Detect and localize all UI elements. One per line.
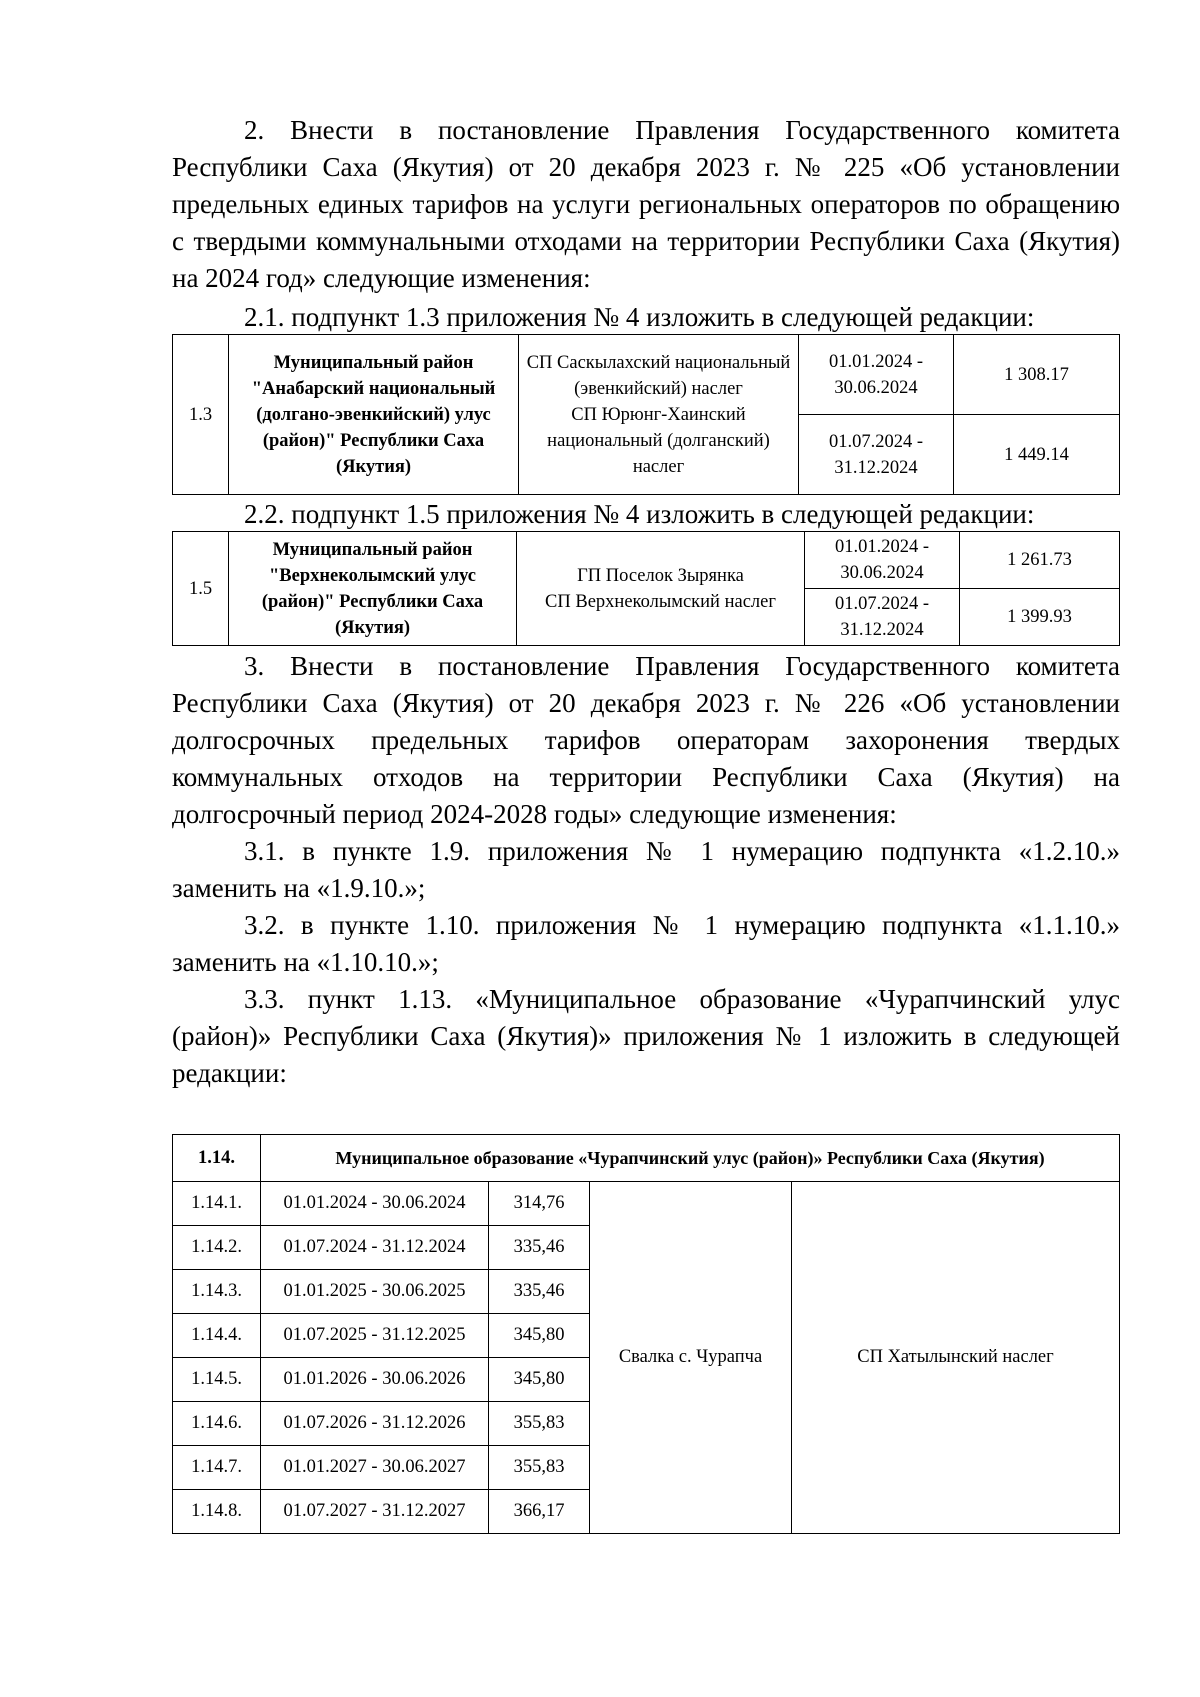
settlement-name: ГП Поселок Зырянка (577, 565, 744, 586)
table-cell-num: 1.14.2. (173, 1226, 261, 1270)
paragraph-3: 3. Внести в постановление Правления Государственного комитета Республики Саха (Якутия) от 20 декабря 2023 г. № 226 «Об установлении долгосрочных предельных тарифов операторам захоронения твердых коммунальных отходов на территории Республики Саха (Якутия) на долгосрочный период 2024-2028 годы» следующие изменения: (172, 651, 1120, 829)
table-cell-period: 01.01.2024 - 30.06.2024 (261, 1182, 489, 1226)
table-cell-value: 1 449.14 (954, 415, 1120, 495)
table-cell-num: 1.3 (173, 335, 229, 495)
table-cell-value: 314,76 (489, 1182, 590, 1226)
table-cell-period: 01.07.2025 - 31.12.2025 (261, 1314, 489, 1358)
table-cell-value: 366,17 (489, 1490, 590, 1534)
table-cell-period: 01.01.2024 - 30.06.2024 (799, 335, 954, 415)
tariff-table-1-5 (172, 531, 1120, 646)
subparagraph-3-1: 3.1. в пункте 1.9. приложения № 1 нумерацию подпункта «1.2.10.» заменить на «1.9.10.»; (172, 836, 1120, 903)
table-cell-value: 1 308.17 (954, 335, 1120, 415)
table-cell-period: 01.01.2025 - 30.06.2025 (261, 1270, 489, 1314)
table-cell-value: 335,46 (489, 1270, 590, 1314)
table-row (173, 1182, 1120, 1226)
table-cell-facility: Свалка с. Чурапча (590, 1182, 792, 1534)
document-page (172, 112, 1120, 1534)
settlement-name: СП Юрюнг-Хаинский национальный (долганский) наслег (547, 404, 770, 477)
table-cell-value: 1 399.93 (960, 589, 1120, 646)
table-cell-num: 1.14.1. (173, 1182, 261, 1226)
subparagraph-3-3: 3.3. пункт 1.13. «Муниципальное образование «Чурапчинский улус (район)» Республики Саха (Якутия)» приложения № 1 изложить в следующей редакции: (172, 984, 1120, 1088)
subparagraph-2-2: 2.2. подпункт 1.5 приложения № 4 изложить в следующей редакции: (244, 499, 1035, 529)
tariff-table-1-3 (172, 334, 1120, 495)
table-cell-num: 1.14.5. (173, 1358, 261, 1402)
table-cell-settlements (517, 532, 805, 646)
paragraph-2: 2. Внести в постановление Правления Государственного комитета Республики Саха (Якутия) от 20 декабря 2023 г. № 225 «Об установлении предельных единых тарифов на услуги региональных операторов по обращению с твердыми коммунальными отходами на территории Республики Саха (Якутия) на 2024 год» следующие изменения: (172, 115, 1120, 293)
table-cell-value: 335,46 (489, 1226, 590, 1270)
table-cell-num: 1.14.6. (173, 1402, 261, 1446)
table-cell-period: 01.01.2026 - 30.06.2026 (261, 1358, 489, 1402)
table-cell-value: 355,83 (489, 1402, 590, 1446)
table-cell-period: 01.07.2027 - 31.12.2027 (261, 1490, 489, 1534)
table-cell-period: 01.07.2024 - 31.12.2024 (799, 415, 954, 495)
settlement-name: СП Саскылахский национальный (эвенкийский) наслег (526, 352, 791, 399)
table-cell-period: 01.07.2024 - 31.12.2024 (805, 589, 960, 646)
table-cell-district: Муниципальный район "Анабарский национальный (долгано-эвенкийский) улус (район)" Республики Саха (Якутия) (229, 335, 519, 495)
table-cell-value: 1 261.73 (960, 532, 1120, 589)
subparagraph-2-1: 2.1. подпункт 1.3 приложения № 4 изложить в следующей редакции: (244, 302, 1035, 332)
table-header-num: 1.14. (173, 1135, 261, 1182)
table-cell-period: 01.07.2026 - 31.12.2026 (261, 1402, 489, 1446)
table-cell-district: Муниципальный район "Верхнеколымский улус (район)" Республики Саха (Якутия) (229, 532, 517, 646)
table-cell-num: 1.14.8. (173, 1490, 261, 1534)
table-cell-value: 345,80 (489, 1358, 590, 1402)
settlement-name: СП Верхнеколымский наслег (545, 591, 776, 612)
table-cell-value: 345,80 (489, 1314, 590, 1358)
tariff-table-1-14 (172, 1134, 1120, 1534)
table-cell-num: 1.14.7. (173, 1446, 261, 1490)
table-cell-settlement: СП Хатылынский наслег (792, 1182, 1120, 1534)
table-cell-settlements (519, 335, 799, 495)
table-cell-period: 01.07.2024 - 31.12.2024 (261, 1226, 489, 1270)
table-cell-num: 1.14.4. (173, 1314, 261, 1358)
table-cell-value: 355,83 (489, 1446, 590, 1490)
table-header-title: Муниципальное образование «Чурапчинский улус (район)» Республики Саха (Якутия) (261, 1135, 1120, 1182)
table-cell-num: 1.5 (173, 532, 229, 646)
table-cell-num: 1.14.3. (173, 1270, 261, 1314)
table-cell-period: 01.01.2027 - 30.06.2027 (261, 1446, 489, 1490)
subparagraph-3-2: 3.2. в пункте 1.10. приложения № 1 нумерацию подпункта «1.1.10.» заменить на «1.10.10.»; (172, 910, 1120, 977)
table-cell-period: 01.01.2024 - 30.06.2024 (805, 532, 960, 589)
